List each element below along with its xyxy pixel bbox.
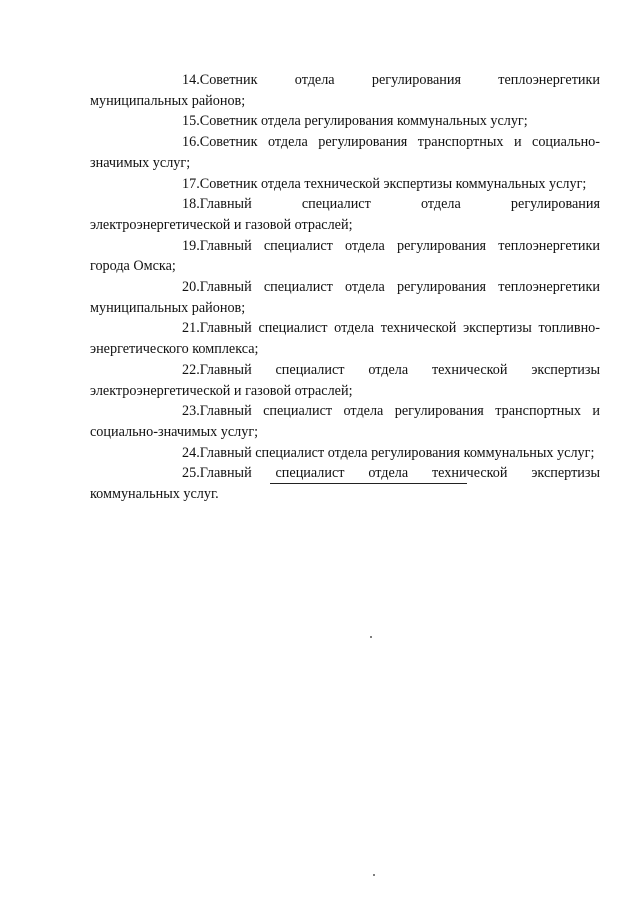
list-item [90,132,600,173]
item-text: Главный специалист отдела регулирования коммунальных услуг; [199,444,595,461]
list-item [90,443,600,464]
list-item [90,277,600,318]
item-text: Главный специалист отдела технической экспертизы коммунальных услуг. [90,465,600,503]
item-text: Главный специалист отдела регулирования электроэнергетической и газовой отраслей; [90,196,600,233]
item-text: Главный специалист отдела регулирования транспортных и социально-значимых услуг; [90,403,600,440]
list-item [90,463,600,504]
list-item [90,401,600,442]
item-number: 17. [182,175,200,192]
item-number: 16. [182,134,200,151]
scan-speck [373,874,375,876]
item-number: 14. [182,72,200,88]
item-text: Советник отдела регулирования теплоэнергетики муниципальных районов; [90,72,600,109]
item-text: Главный специалист отдела технической экспертизы электроэнергетической и газовой отраслей; [90,361,600,399]
item-number: 23. [182,403,200,420]
list-item [90,318,600,359]
item-text: Главный специалист отдела регулирования теплоэнергетики города Омска; [90,237,600,275]
item-number: 24. [182,444,200,461]
item-number: 18. [182,196,200,213]
list-item [90,111,600,132]
item-number: 22. [182,361,200,378]
item-text: Советник отдела регулирования транспортных и социально-значимых услуг; [90,134,600,171]
list-item [90,360,600,401]
position-list [90,70,600,505]
item-text: Главный специалист отдела технической экспертизы топливно-энергетического комплекса; [90,320,600,358]
list-item [90,236,600,277]
list-item [90,70,600,111]
item-number: 15. [182,113,200,130]
item-number: 19. [182,237,200,254]
item-text: Советник отдела регулирования коммунальных услуг; [199,113,528,130]
item-number: 20. [182,279,200,296]
list-item [90,194,600,235]
item-text: Главный специалист отдела регулирования теплоэнергетики муниципальных районов; [90,279,600,316]
item-number: 21. [182,320,200,337]
list-item [90,174,600,195]
item-number: 25. [182,465,200,482]
scan-speck [370,636,372,638]
closing-rule [270,483,467,484]
item-text: Советник отдела технической экспертизы коммунальных услуг; [199,175,587,192]
